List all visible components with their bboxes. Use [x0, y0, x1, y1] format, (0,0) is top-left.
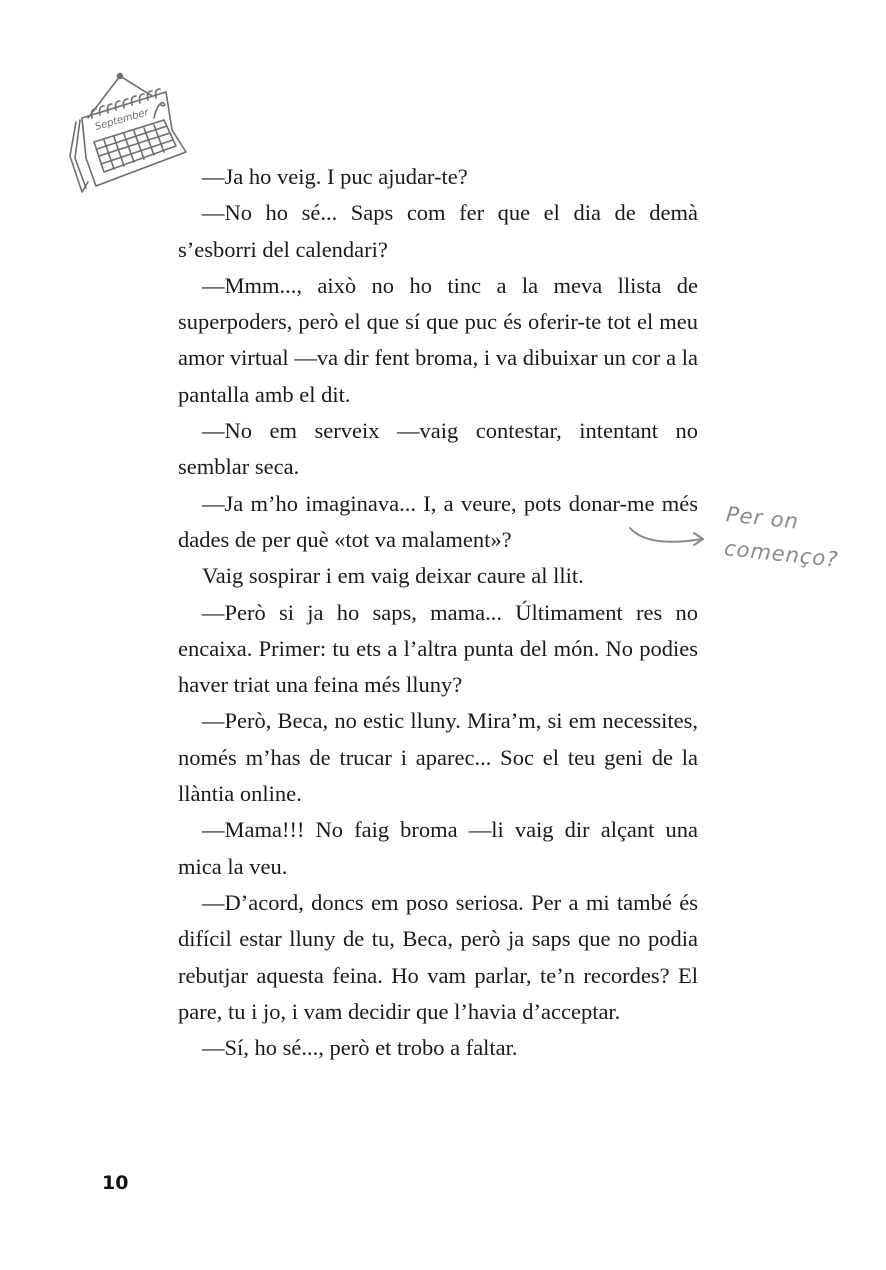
margin-note-line-2: començo? [723, 536, 840, 572]
handwritten-margin-note [626, 500, 840, 590]
page-number: 10 [102, 1172, 129, 1194]
paragraph: —Mmm..., això no ho tinc a la meva llista de superpoders, però el que sí que puc és oferir-te tot el meu amor virtual —va dir fent broma, i va dibuixar un cor a la pantalla amb el dit. [178, 272, 698, 407]
body-text [178, 159, 698, 1066]
paragraph: —No em serveix —vaig contestar, intentant no semblar seca. [178, 418, 698, 480]
paragraph: —D’acord, doncs em poso seriosa. Per a mi també és difícil estar lluny de tu, Beca, però ja saps que no podia rebutjar aquesta feina. Ho vam parlar, te’n recordes? El pare, tu i jo, i vam decidir que l’havia d’acceptar. [178, 889, 698, 1024]
paragraph: —Però, Beca, no estic lluny. Mira’m, si em necessites, només m’has de trucar i aparec... Soc el teu geni de la llàntia online. [178, 708, 698, 807]
paragraph: —Però si ja ho saps, mama... Últimament res no encaixa. Primer: tu ets a l’altra punta del món. No podies haver triat una feina més lluny? [178, 599, 698, 698]
curved-arrow-icon [626, 522, 710, 552]
paragraph: Vaig sospirar i em vaig deixar caure al llit. [202, 563, 584, 589]
paragraph: —Mama!!! No faig broma —li vaig dir alçant una mica la veu. [178, 817, 698, 879]
calendar-month-label: September [93, 107, 150, 133]
paragraph: —Sí, ho sé..., però et trobo a faltar. [202, 1035, 518, 1061]
paragraph: —Ja m’ho imaginava... I, a veure, pots donar-me més dades de per què «tot va malament»? [178, 490, 698, 552]
paragraph: —Ja ho veig. I puc ajudar-te? [202, 164, 468, 189]
paragraph: —No ho sé... Saps com fer que el dia de demà s’esborri del calendari? [178, 200, 698, 262]
margin-note-line-1: Per on [724, 502, 801, 534]
